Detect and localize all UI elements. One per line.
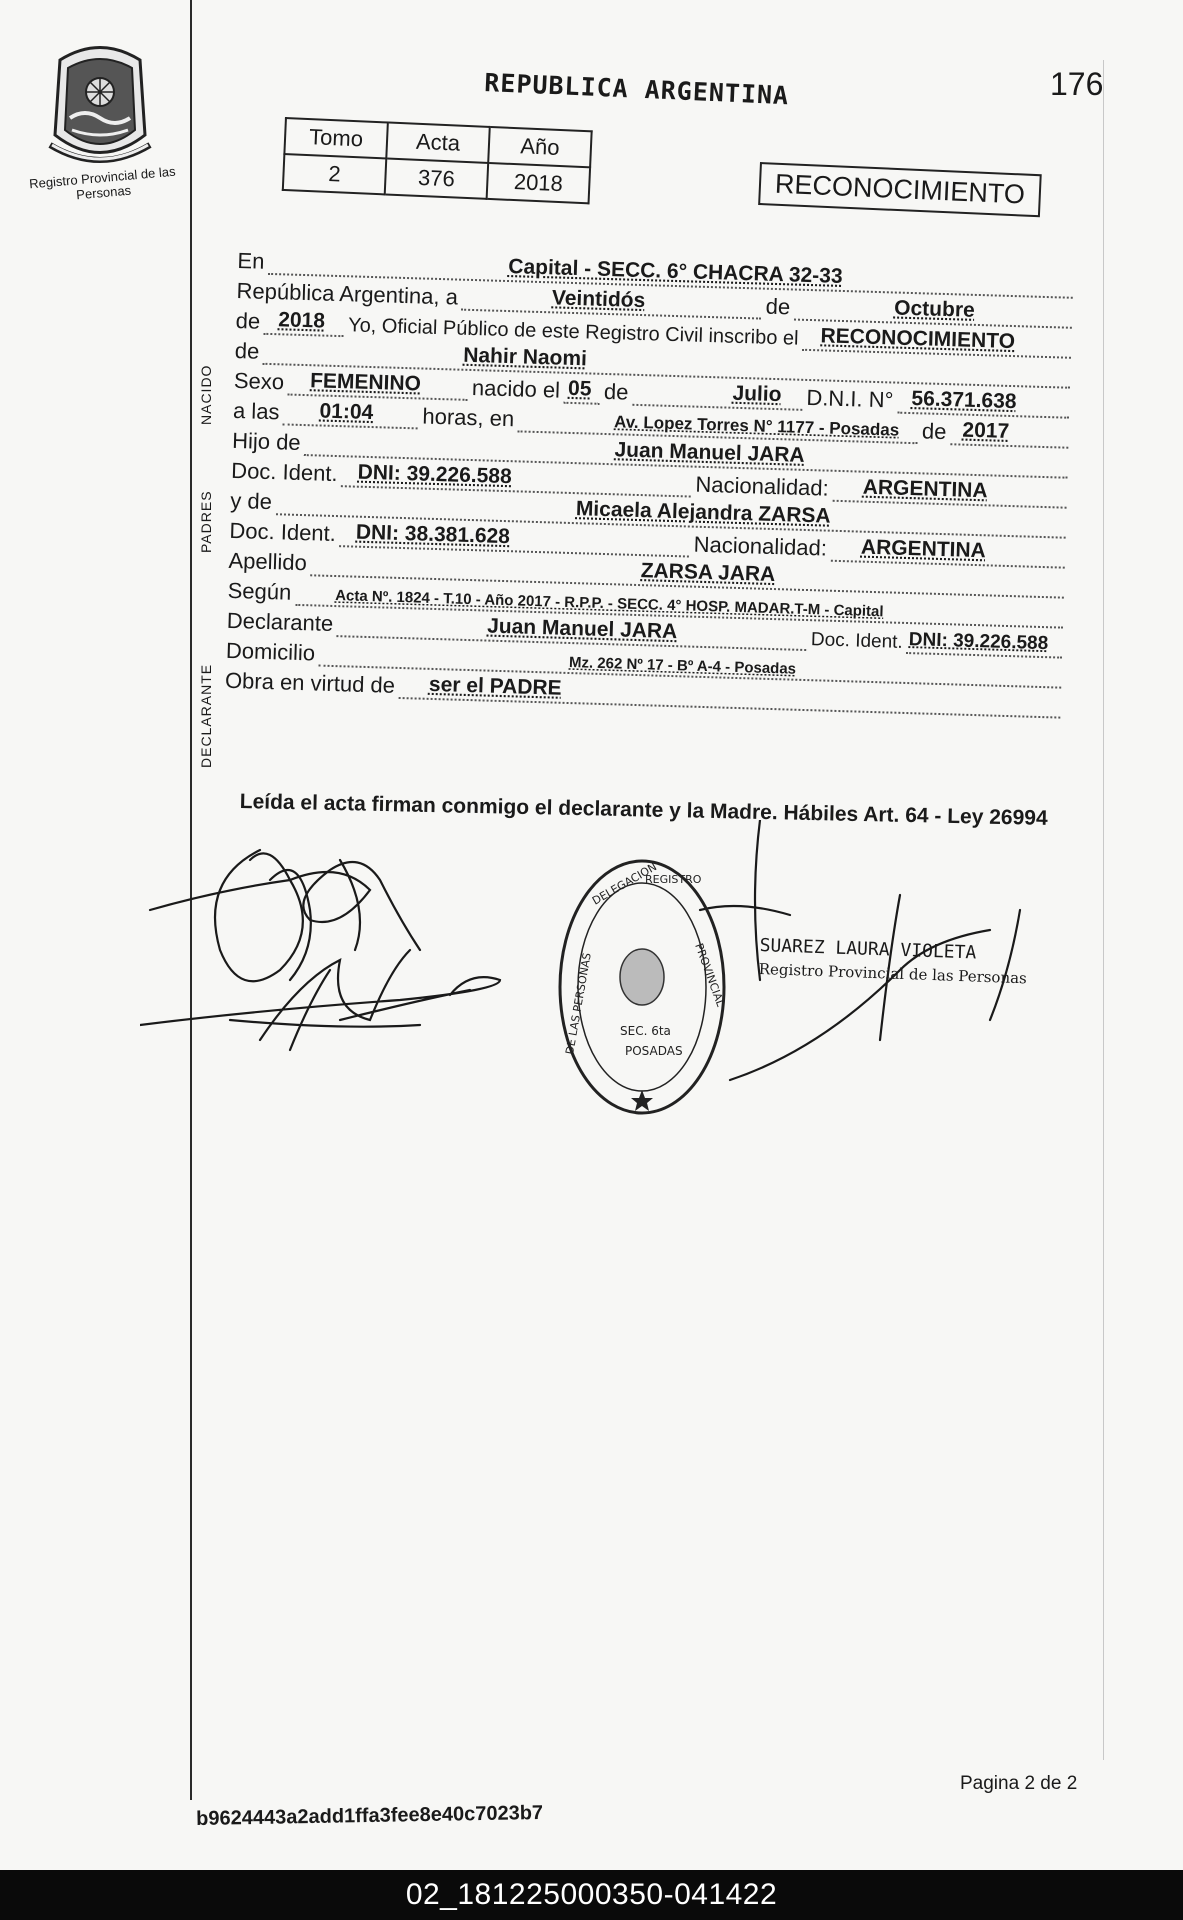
label-de-month: de bbox=[765, 293, 791, 320]
field-year bbox=[264, 307, 345, 337]
svg-text:REGISTRO: REGISTRO bbox=[645, 873, 702, 886]
file-id-bar bbox=[0, 1870, 1183, 1920]
svg-text:POSADAS: POSADAS bbox=[625, 1044, 683, 1058]
label-hijo: Hijo de bbox=[231, 427, 301, 455]
value-domicilio: Mz. 262 Nº 17 - Bº A-4 - Posadas bbox=[568, 654, 797, 678]
page-number: 176 bbox=[1050, 66, 1104, 102]
value-dni: 56.371.638 bbox=[911, 387, 1017, 414]
value-obra: ser el PADRE bbox=[428, 672, 562, 700]
value-nacido-month: Julio bbox=[732, 381, 782, 407]
value-acta: 376 bbox=[385, 158, 488, 198]
record-table bbox=[282, 117, 593, 204]
value-padre: Juan Manuel JARA bbox=[614, 438, 806, 467]
label-obra: Obra en virtud de bbox=[224, 667, 396, 698]
page-of-counter: Pagina 2 de 2 bbox=[960, 1773, 1078, 1794]
value-madre-doc: DNI: 38.381.628 bbox=[355, 520, 511, 549]
value-nacido-day: 05 bbox=[567, 376, 592, 401]
header-tomo: Tomo bbox=[284, 118, 387, 158]
svg-text:DE LAS PERSONAS: DE LAS PERSONAS bbox=[563, 951, 594, 1056]
value-tomo: 2 bbox=[283, 154, 386, 194]
label-de-nacido-year: de bbox=[921, 418, 947, 445]
value-padre-doc: DNI: 39.226.588 bbox=[357, 460, 513, 489]
official-role: Registro Provincial de las Personas bbox=[758, 959, 1028, 988]
value-anio: 2018 bbox=[487, 163, 590, 203]
svg-text:SEC. 6ta: SEC. 6ta bbox=[620, 1024, 671, 1038]
provincial-crest-icon bbox=[40, 40, 160, 175]
crest-caption: Registro Provincial de las Personas bbox=[28, 163, 177, 203]
label-apellido: Apellido bbox=[228, 547, 308, 576]
official-name: SUAREZ LAURA VIOLETA bbox=[759, 935, 977, 964]
signature-declarante-tail bbox=[270, 860, 360, 980]
value-day: Veintidós bbox=[551, 286, 646, 313]
field-hora bbox=[283, 397, 419, 429]
label-sexo: Sexo bbox=[233, 367, 285, 395]
header-acta: Acta bbox=[386, 122, 489, 162]
value-year: 2018 bbox=[277, 308, 326, 333]
value-inscribo: RECONOCIMIENTO bbox=[820, 324, 1016, 354]
value-nombre: Nahir Naomi bbox=[462, 343, 588, 371]
signature-declarante bbox=[150, 862, 420, 950]
header-anio: Año bbox=[488, 127, 591, 167]
side-label-nacido: NACIDO bbox=[198, 364, 214, 425]
field-nacido-year bbox=[950, 417, 1069, 448]
label-nombre: de bbox=[234, 337, 260, 364]
label-madre-doc: Doc. Ident. bbox=[229, 517, 337, 547]
value-sexo: FEMENINO bbox=[309, 369, 422, 396]
value-madre: Micaela Alejandra ZARSA bbox=[575, 497, 831, 528]
form-body bbox=[225, 244, 1078, 719]
label-yde: y de bbox=[230, 487, 273, 515]
value-madre-nac: ARGENTINA bbox=[860, 535, 987, 563]
value-padre-nac: ARGENTINA bbox=[862, 475, 988, 503]
label-declarante: Declarante bbox=[226, 607, 334, 636]
label-domicilio: Domicilio bbox=[225, 637, 316, 666]
label-alas: a las bbox=[232, 397, 280, 425]
right-edge-line bbox=[1103, 60, 1104, 1760]
official-seal-icon bbox=[555, 855, 730, 1120]
side-label-padres: PADRES bbox=[198, 490, 214, 553]
label-padre-doc: Doc. Ident. bbox=[230, 457, 338, 487]
svg-text:PROVINCIAL: PROVINCIAL bbox=[692, 941, 728, 1009]
document-hash: b9624443a2add1ffa3fee8e40c7023b7 bbox=[196, 1801, 544, 1830]
field-nacido-day bbox=[564, 376, 601, 405]
document-title: REPUBLICA ARGENTINA bbox=[483, 68, 790, 111]
label-dni: D.N.I. N° bbox=[806, 384, 894, 413]
value-declarante-doc: DNI: 39.226.588 bbox=[908, 629, 1049, 655]
value-apellido: ZARSA JARA bbox=[640, 559, 776, 587]
value-declarante: Juan Manuel JARA bbox=[486, 614, 678, 644]
label-madre-nac: Nacionalidad: bbox=[693, 531, 828, 561]
file-id: 02_181225000350-041422 bbox=[405, 1878, 778, 1911]
value-hora: 01:04 bbox=[319, 399, 374, 425]
signature-madre-underline bbox=[230, 970, 420, 1050]
svg-text:DELEGACION: DELEGACION bbox=[590, 860, 660, 908]
label-padre-nac: Nacionalidad: bbox=[695, 471, 830, 501]
label-nacido-de: de bbox=[603, 378, 629, 405]
value-nacido-year: 2017 bbox=[962, 418, 1010, 443]
value-en: Capital - SECC. 6° CHACRA 32-33 bbox=[508, 255, 843, 288]
label-yo: Yo, Oficial Público de este Registro Civil inscribo el bbox=[347, 314, 799, 350]
value-segun: Acta Nº. 1824 - T.10 - Año 2017 - R.P.P. - SECC. 4° HOSP. MADAR.T-M - Capital bbox=[334, 587, 884, 621]
value-lugar: Av. Lopez Torres N° 1177 - Posadas bbox=[613, 412, 900, 440]
label-republica: República Argentina, a bbox=[236, 277, 459, 310]
side-label-declarante: DECLARANTE bbox=[198, 663, 214, 768]
closing-note: Leída el acta firman conmigo el declarante y la Madre. Hábiles Art. 64 - Ley 26994 bbox=[239, 790, 1048, 830]
label-declarante-doc: Doc. Ident. bbox=[810, 629, 904, 653]
label-horas: horas, en bbox=[422, 403, 515, 432]
act-type-box: RECONOCIMIENTO bbox=[758, 162, 1042, 217]
label-en: En bbox=[237, 247, 265, 274]
value-month: Octubre bbox=[893, 296, 976, 322]
label-de-year: de bbox=[235, 307, 261, 334]
label-segun: Según bbox=[227, 577, 292, 605]
label-nacido: nacido el bbox=[471, 375, 561, 403]
